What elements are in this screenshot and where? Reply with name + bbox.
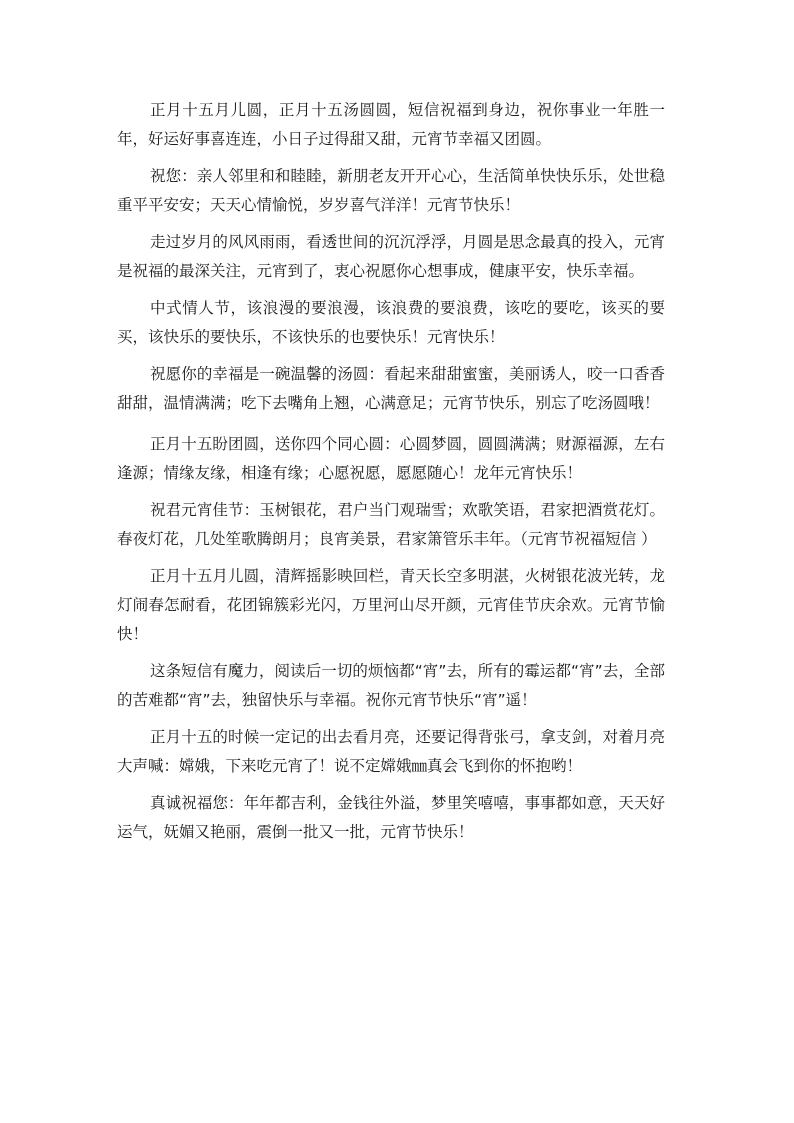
paragraph-10: 正月十五的时候一定记的出去看月亮，还要记得背张弓，拿支剑，对着月亮大声喊：嫦娥，下来吃元宵了！说不定嫦娥㎜真会飞到你的怀抱哟！ xyxy=(117,728,665,775)
document-body xyxy=(117,96,665,855)
paragraph-11: 真诚祝福您：年年都吉利，金钱往外溢，梦里笑嘻嘻，事事都如意，天天好运气，妩媚又艳丽，震倒一批又一批，元宵节快乐！ xyxy=(117,794,665,841)
paragraph-1: 正月十五月儿圆，正月十五汤圆圆，短信祝福到身边，祝你事业一年胜一年，好运好事喜连连，小日子过得甜又甜，元宵节幸福又团圆。 xyxy=(117,101,665,148)
paragraph-4: 中式情人节，该浪漫的要浪漫，该浪费的要浪费，该吃的要吃，该买的要买，该快乐的要快乐，不该快乐的也要快乐！元宵快乐！ xyxy=(117,299,665,346)
paragraph-3: 走过岁月的风风雨雨，看透世间的沉沉浮浮，月圆是思念最真的投入，元宵是祝福的最深关注，元宵到了，衷心祝愿你心想事成，健康平安，快乐幸福。 xyxy=(117,233,665,280)
paragraph-9: 这条短信有魔力，阅读后一切的烦恼都“宵”去，所有的霉运都“宵”去，全部的苦难都“宵”去，独留快乐与幸福。祝你元宵节快乐“宵”遥！ xyxy=(117,662,665,709)
paragraph-2: 祝您：亲人邻里和和睦睦，新朋老友开开心心，生活简单快快乐乐，处世稳重平平安安；天天心情愉悦，岁岁喜气洋洋！元宵节快乐！ xyxy=(117,167,665,214)
paragraph-7: 祝君元宵佳节：玉树银花，君户当门观瑞雪；欢歌笑语，君家把酒赏花灯。春夜灯花，几处笙歌腾朗月；良宵美景，君家箫管乐丰年。（元宵节祝福短信 ） xyxy=(117,501,665,548)
paragraph-8: 正月十五月儿圆，清辉摇影映回栏，青天长空多明湛，火树银花波光转，龙灯闹春怎耐看，花团锦簇彩光闪，万里河山尽开颜，元宵佳节庆余欢。元宵节愉快！ xyxy=(117,567,665,643)
paragraph-5: 祝愿你的幸福是一碗温馨的汤圆：看起来甜甜蜜蜜，美丽诱人，咬一口香香甜甜，温情满满；吃下去嘴角上翘，心满意足；元宵节快乐，别忘了吃汤圆哦！ xyxy=(117,365,665,412)
paragraph-6: 正月十五盼团圆，送你四个同心圆：心圆梦圆，圆圆满满；财源福源，左右逢源；情缘友缘，相逢有缘；心愿祝愿，愿愿随心！龙年元宵快乐！ xyxy=(117,435,665,482)
